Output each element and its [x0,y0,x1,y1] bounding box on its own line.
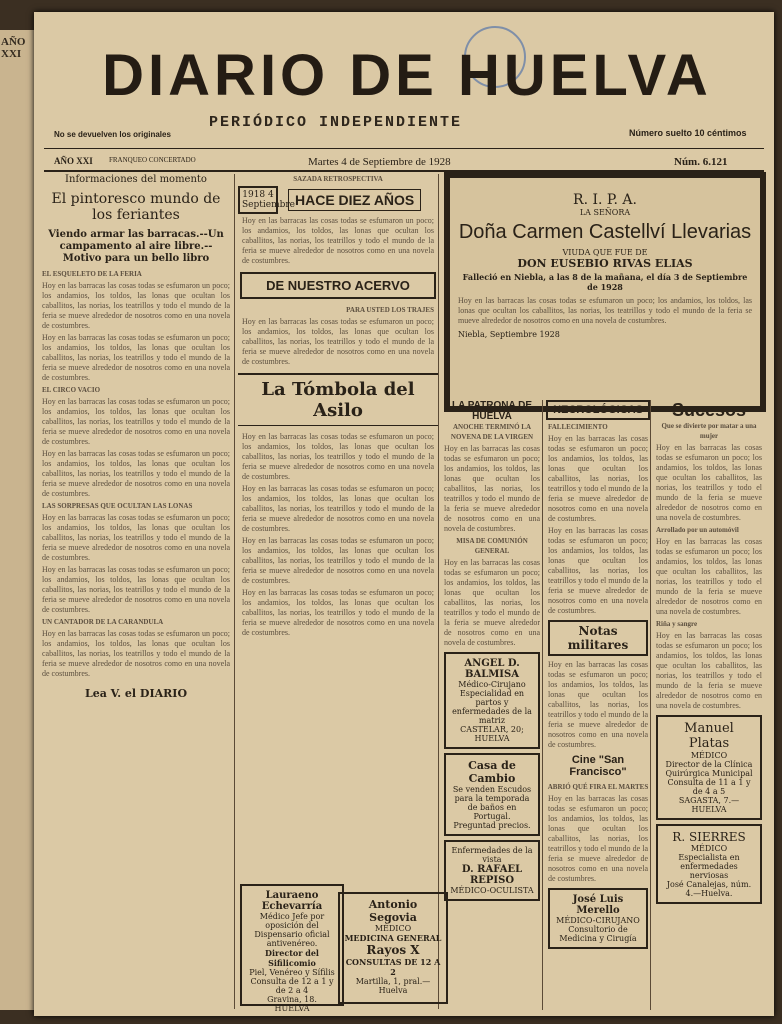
article-text: Hoy en las barracas las cosas todas se esfumaron un poco; los andamios, los toldos, las lonas que ocultan los caballitos, las norias, los teatrillos y todo el mundo de la feria se mueve alrededor de nosotros como en una novela de costumbres. [242,484,434,533]
obit-ripa: R. I. P. A. [573,192,637,208]
ad-sierres [656,824,762,904]
obit-text: Hoy en las barracas las cosas todas se esfumaron un poco; los andamios, los toldos, las lonas que ocultan los caballitos, las norias, los teatrillos y todo el mundo de la feria se mueve alrededor de nosotros como en una novela de costumbres. [458,296,752,325]
article-text: Hoy en las barracas las cosas todas se esfumaron un poco; los andamios, los toldos, las lonas que ocultan los caballitos, las norias, los teatrillos y todo el mundo de la feria se mueve alrededor de nosotros como en una novela de costumbres. [242,536,434,585]
obituary [444,172,766,412]
ad-line: Gravina, 18. [267,995,317,1004]
ad-line: Médico Jefe por oposición del Dispensario oficial antivenéreo. [254,912,330,948]
article-text: Hoy en las barracas las cosas todas se esfumaron un poco; los andamios, los toldos, las lonas que ocultan los caballitos, las norias, los teatrillos y todo el mundo de la feria se mueve alrededor de nosotros como en una novela de costumbres. [242,432,434,481]
ad-name: José Luis Merello [572,894,624,916]
hace-diez-anos-title: HACE DIEZ AÑOS [288,189,421,211]
article-text: Hoy en las barracas las cosas todas se esfumaron un poco; los andamios, los toldos, las lonas que ocultan los caballitos, las norias, los teatrillos y todo el mundo de la feria se mueve alrededor de nosotros como en una novela de costumbres. [444,558,540,647]
article-text: Hoy en las barracas las cosas todas se esfumaron un poco; los andamios, los toldos, las lonas que ocultan los caballitos, las norias, los teatrillos y todo el mundo de la feria se mueve alrededor de nosotros como en una novela de costumbres. [548,434,648,523]
ad-line: Especialidad en partos y enfermedades de la matriz [452,689,532,725]
ad-line: Consulta de 11 a 1 y de 4 a 5 [667,778,751,796]
newspaper-page [34,12,774,1016]
headline: El pintoresco mundo de los feriantes [51,191,221,223]
ad-line: HUELVA [274,1004,310,1013]
obit-lady: LA SEÑORA [579,208,631,217]
ad-line: MÉDICO [690,751,728,760]
price: Número suelto 10 céntimos [629,128,747,138]
patrona-kicker: ANOCHE TERMINÓ LA NOVENA DE LA VIRGEN [450,423,534,441]
article-text: Hoy en las barracas las cosas todas se esfumaron un poco; los andamios, los toldos, las lonas que ocultan los caballitos, las norias, los teatrillos y todo el mundo de la feria se mueve alrededor de nosotros como en una novela de costumbres. [242,588,434,637]
ad-line: MÉDICO-OCULISTA [450,886,534,895]
ad-line: Director del Sifilicomio [265,948,319,968]
ad-name: Lauraeno Echevarría [261,890,323,912]
retro-kicker: SAZADA RETROSPECTIVA [293,175,383,183]
ad-line: José Canalejas, núm. 4.—Huelva. [666,880,752,898]
issue-year: AÑO XXI [54,156,93,166]
article-text: Hoy en las barracas las cosas todas se esfumaron un poco; los andamios, los toldos, las lonas que ocultan los caballitos, las norias, los teatrillos y todo el mundo de la feria se mueve alrededor de nosotros como en una novela de costumbres. [548,660,648,749]
column-feriantes [38,174,235,1009]
patrona-title: LA PATRONA DE HUELVA [452,400,532,422]
ad-line: MEDICINA GENERAL [344,933,442,943]
ad-echevarria [240,884,344,1013]
ad-line: Piel, Venéreo y Sífilis [249,968,335,977]
necro-sub: FALLECIMIENTO [548,423,608,431]
adjacent-page-edge [0,30,34,1010]
ad-line: Consulta de 12 a 1 y de 2 a 4 [250,977,334,995]
franqueo: FRANQUEO CONCERTADO [109,156,196,164]
footer-promo: Lea V. el DIARIO [84,687,188,700]
obit-husband: DON EUSEBIO RIVAS ELIAS [517,257,693,270]
subhead: LAS SORPRESAS QUE OCULTAN LAS LONAS [42,502,193,510]
date-box: 1918 4 Septiembre [238,186,278,214]
ad-line: Preguntad precios. [453,821,531,830]
ad-name: Antonio Segovia [368,898,418,924]
article-text: Hoy en las barracas las cosas todas se esfumaron un poco; los andamios, los toldos, las lonas que ocultan los caballitos, las norias, los teatrillos y todo el mundo de la feria se mueve alrededor de nosotros como en una novela de costumbres. [656,443,762,522]
adjacent-page-fragment: AÑO XXI [1,36,26,60]
ad-line: Médico-Cirujano [458,680,526,689]
article-text: Hoy en las barracas las cosas todas se esfumaron un poco; los andamios, los toldos, las lonas que ocultan los caballitos, las norias, los teatrillos y todo el mundo de la feria se mueve alrededor de nosotros como en una novela de costumbres. [42,281,230,330]
ad-platas [656,715,762,820]
article-text: Hoy en las barracas las cosas todas se esfumaron un poco; los andamios, los toldos, las lonas que ocultan los caballitos, las norias, los teatrillos y todo el mundo de la feria se mueve alrededor de nosotros como en una novela de costumbres. [42,397,230,446]
ad-name: Casa de Cambio [468,759,516,785]
ad-line: Rayos X [366,943,420,957]
subhead: EL ESQUELETO DE LA FERIA [42,270,142,278]
ad-line: SAGASTA, 7.—HUELVA [678,796,740,814]
ad-balmisa [444,652,540,749]
ad-line: Especialista en enfermedades nerviosas [678,853,740,880]
cine-kicker: ABRIÓ QUÉ FIRA EL MARTES [547,783,649,791]
article-text: Hoy en las barracas las cosas todas se esfumaron un poco; los andamios, los toldos, las lonas que ocultan los caballitos, las norias, los teatrillos y todo el mundo de la feria se mueve alrededor de nosotros como en una novela de costumbres. [242,317,434,366]
subhead: EL CIRCO VACIO [42,386,101,394]
ad-repiso [444,840,540,901]
article-text: Hoy en las barracas las cosas todas se esfumaron un poco; los andamios, los toldos, las lonas que ocultan los caballitos, las norias, los teatrillos y todo el mundo de la feria se mueve alrededor de nosotros como en una novela de costumbres. [42,629,230,678]
ad-cambio [444,753,540,836]
necro-title: NECROLÓGICAS [546,400,650,420]
article-text: Hoy en las barracas las cosas todas se esfumaron un poco; los andamios, los toldos, las lonas que ocultan los caballitos, las norias, los teatrillos y todo el mundo de la feria se mueve alrededor de nosotros como en una novela de costumbres. [548,526,648,615]
tombola-title: La Tómbola del Asilo [238,373,438,426]
obit-place: Niebla, Septiembre 1928 [458,330,560,339]
subhead: UN CANTADOR DE LA CARANDULA [42,618,164,626]
divider [44,148,764,149]
notas-title: Notas militares [548,620,648,656]
ad-line: Director de la Clínica Quirúrgica Municipal [665,760,753,778]
article-text: Hoy en las barracas las cosas todas se esfumaron un poco; los andamios, los toldos, las lonas que ocultan los caballitos, las norias, los teatrillos y todo el mundo de la feria se mueve alrededor de nosotros como en una novela de costumbres. [42,565,230,614]
masthead-subtitle: PERIÓDICO INDEPENDIENTE [209,114,463,131]
ad-name: D. RAFAEL REPISO [461,864,523,886]
tagline: No se devuelven los originales [54,130,171,139]
ad-name: ANGEL D. BALMISA [464,658,520,680]
ad-line: MÉDICO-CIRUJANO [556,916,640,925]
ad-merello [548,888,648,949]
ad-segovia [338,892,448,1004]
ad-line: Se venden Escudos para la temporada de baños en Portugal. [452,785,532,821]
ad-name: Manuel Platas [684,721,734,751]
article-text: Hoy en las barracas las cosas todas se esfumaron un poco; los andamios, los toldos, las lonas que ocultan los caballitos, las norias, los teatrillos y todo el mundo de la feria se mueve alrededor de nosotros como en una novela de costumbres. [444,444,540,533]
article-text: Hoy en las barracas las cosas todas se esfumaron un poco; los andamios, los toldos, las lonas que ocultan los caballitos, las norias, los teatrillos y todo el mundo de la feria se mueve alrededor de nosotros como en una novela de costumbres. [242,216,434,265]
article-text: Hoy en las barracas las cosas todas se esfumaron un poco; los andamios, los toldos, las lonas que ocultan los caballitos, las norias, los teatrillos y todo el mundo de la feria se mueve alrededor de nosotros como en una novela de costumbres. [656,631,762,710]
article-text: Hoy en las barracas las cosas todas se esfumaron un poco; los andamios, los toldos, las lonas que ocultan los caballitos, las norias, los teatrillos y todo el mundo de la feria se mueve alrededor de nosotros como en una novela de costumbres. [42,449,230,498]
column-patrona [442,400,543,1010]
article-text: Hoy en las barracas las cosas todas se esfumaron un poco; los andamios, los toldos, las lonas que ocultan los caballitos, las norias, los teatrillos y todo el mundo de la feria se mueve alrededor de nosotros como en una novela de costumbres. [42,333,230,382]
cine-title: Cine "San Francisco" [569,754,627,778]
article-text: Hoy en las barracas las cosas todas se esfumaron un poco; los andamios, los toldos, las lonas que ocultan los caballitos, las norias, los teatrillos y todo el mundo de la feria se mueve alrededor de nosotros como en una novela de costumbres. [548,794,648,883]
article-text: Hoy en las barracas las cosas todas se esfumaron un poco; los andamios, los toldos, las lonas que ocultan los caballitos, las norias, los teatrillos y todo el mundo de la feria se mueve alrededor de nosotros como en una novela de costumbres. [42,513,230,562]
ad-name: R. SIERRES [672,830,746,844]
obit-widow: VIUDA QUE FUE DE [562,248,648,257]
sucesos-kicker: Que se divierte por matar a una mujer [661,422,757,440]
ad-line: CONSULTAS DE 12 A 2 [345,957,441,977]
issue-number: Núm. 6.121 [674,156,728,168]
column-sucesos [654,400,764,1010]
column-middle [238,174,439,1013]
sucesos-sub: Arrollado por un automóvil [656,526,739,534]
ad-line: Martilla, 1, pral.—Huelva [355,977,431,995]
ad-line: CASTELAR, 20; HUELVA [460,725,524,743]
issue-date: Martes 4 de Septiembre de 1928 [308,156,451,168]
sucesos-sub: Riña y sangre [656,620,698,628]
patrona-sub: MISA DE COMUNIÓN GENERAL [456,537,528,555]
acervo-kicker: PARA USTED LOS TRAJES [346,306,434,314]
article-text: Hoy en las barracas las cosas todas se esfumaron un poco; los andamios, los toldos, las lonas que ocultan los caballitos, las norias, los teatrillos y todo el mundo de la feria se mueve alrededor de nosotros como en una novela de costumbres. [656,537,762,616]
obit-died: Falleció en Niebla, a las 8 de la mañana, el día 3 de Septiembre de 1928 [462,272,748,292]
column-necrologicas [546,400,651,1010]
deck: Viendo armar las barracas.--Un campamento al aire libre.--Motivo para un bello libro [48,229,224,264]
ad-line: Consultorio de Medicina y Cirugía [559,925,637,943]
obit-name: Doña Carmen Castellví Llevarias [458,221,752,243]
ad-line: MÉDICO [690,844,728,853]
masthead-title: DIARIO DE HUELVA [102,43,712,108]
section-label: Informaciones del momento [65,174,207,185]
acervo-title: DE NUESTRO ACERVO [240,272,436,299]
ad-line: Enfermedades de la vista [451,846,533,864]
ad-line: MÉDICO [374,924,412,933]
sucesos-title: Sucesos [671,400,747,420]
